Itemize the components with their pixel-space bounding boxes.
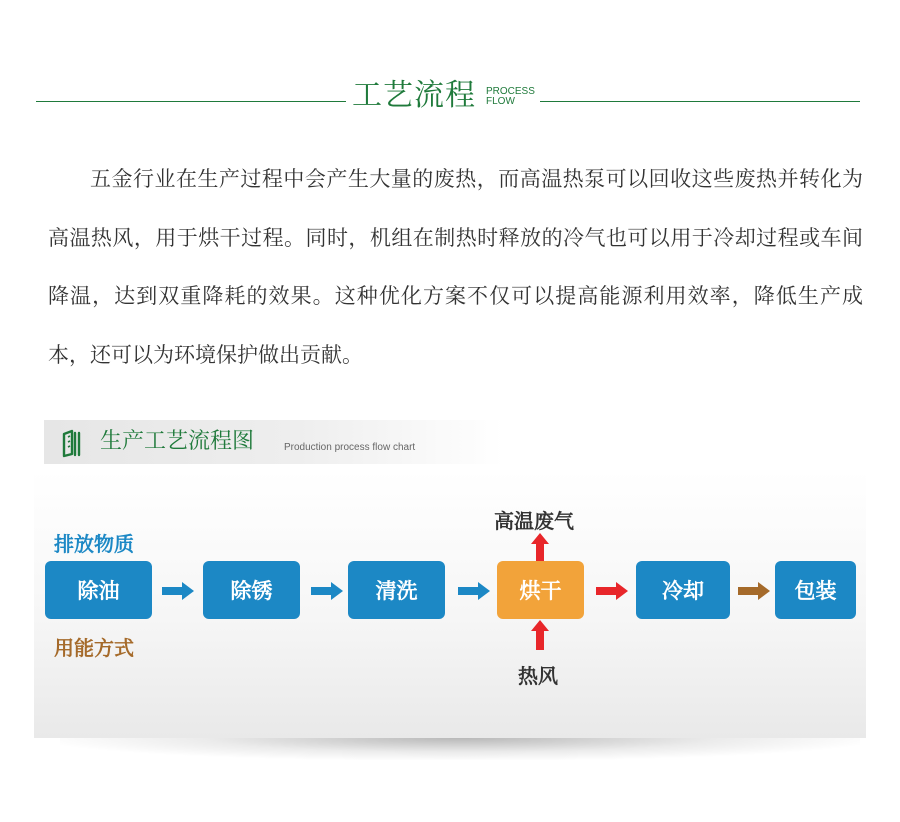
page-title-en-line2: FLOW: [486, 96, 515, 107]
intro-paragraph-text: 五金行业在生产过程中会产生大量的废热，而高温热泵可以回收这些废热并转化为高温热风，用于烘干过程。同时，机组在制热时释放的冷气也可以用于冷却过程或车间降温，达到双重降耗的效果。这种优化方案不仅可以提高能源利用效率，降低生产成本，还可以为环境保护做出贡献。: [48, 167, 863, 367]
step-cooling: 冷却: [636, 561, 730, 619]
step-packaging: 包装: [775, 561, 856, 619]
flow-arrow-1: [162, 582, 194, 600]
book-icon: [60, 428, 88, 458]
page-title-en-line1: PROCESS: [486, 86, 535, 97]
header-rule-right: [540, 101, 860, 102]
flow-arrow-5: [738, 582, 770, 600]
step-drying: 烘干: [497, 561, 584, 619]
hot-air-arrow-up: [531, 620, 549, 650]
step-cleaning: 清洗: [348, 561, 445, 619]
step-derusting: 除锈: [203, 561, 300, 619]
step-degreasing: 除油: [45, 561, 152, 619]
flow-arrow-2: [311, 582, 343, 600]
exhaust-arrow-up: [531, 533, 549, 561]
diagram-shadow: [60, 738, 860, 760]
section-title-bar: [44, 420, 504, 464]
section-subtitle: Production process flow chart: [284, 442, 416, 453]
energy-label: 用能方式: [54, 636, 134, 660]
header-rule-left: [36, 101, 346, 102]
flow-arrow-3: [458, 582, 490, 600]
page-title-en: [486, 87, 535, 107]
section-title: 生产工艺流程图: [100, 429, 255, 454]
section-header: [0, 72, 900, 122]
page-title: 工艺流程: [352, 78, 476, 113]
emission-label: 排放物质: [54, 532, 134, 556]
intro-paragraph: [48, 150, 863, 384]
diagram-background: [34, 470, 866, 738]
hot-air-label: 热风: [518, 664, 558, 688]
exhaust-label: 高温废气: [494, 509, 574, 533]
flow-arrow-4: [596, 582, 628, 600]
